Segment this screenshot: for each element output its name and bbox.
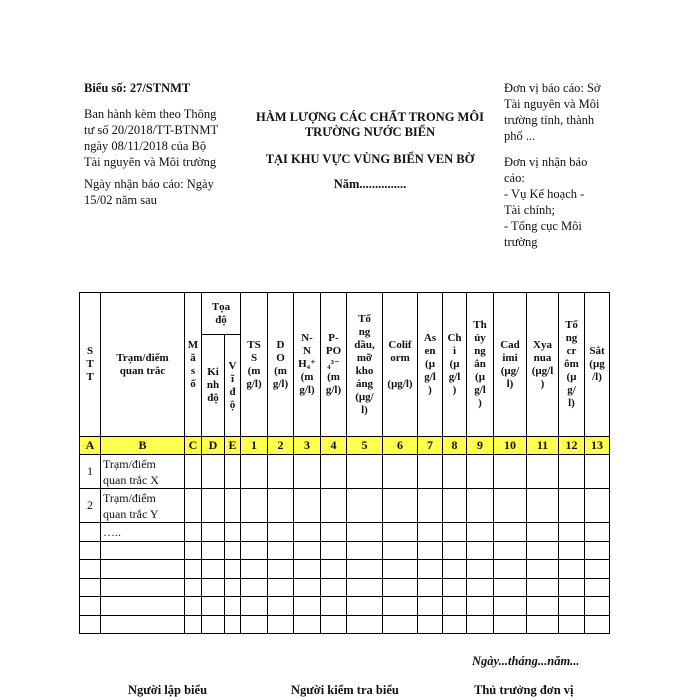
cell-line: D <box>276 338 285 351</box>
table-cell <box>559 615 585 634</box>
cell-line: Th <box>473 319 487 331</box>
cell-line: S <box>86 345 94 357</box>
issued-by: Ban hành kèm theo Thông tư số 20/2018/TT-BTNMT ngày 08/11/2018 của Bộ Tài nguyên và Môi trường <box>84 107 219 169</box>
cell-line: g/l) <box>299 384 315 396</box>
cell-line: ộ <box>229 398 236 411</box>
cell-line: l) <box>506 377 514 390</box>
header-oil <box>347 293 383 437</box>
table-row <box>80 523 610 542</box>
header-po4 <box>321 293 347 437</box>
table-cell <box>321 541 347 560</box>
header-stt <box>80 293 101 437</box>
table-cell <box>467 597 494 616</box>
table-cell <box>383 578 418 597</box>
code-cell: E <box>225 437 241 455</box>
table-cell <box>101 541 185 560</box>
cell-line: N- <box>301 332 313 344</box>
table-cell <box>383 615 418 634</box>
cell-line: As <box>423 332 437 344</box>
data-table <box>79 292 610 634</box>
table-cell <box>418 489 443 523</box>
code-cell: A <box>80 437 101 455</box>
table-cell <box>418 615 443 634</box>
table-body <box>80 455 610 634</box>
table-cell <box>443 489 467 523</box>
cell-line: (μ <box>425 358 435 370</box>
cell-line: (m <box>247 364 261 377</box>
table-cell <box>241 455 268 489</box>
units-info <box>504 80 624 250</box>
head-of-unit-label: Thủ trưởng đơn vị <box>474 683 574 697</box>
table-cell <box>494 615 527 634</box>
table-cell <box>585 615 610 634</box>
header-cadmium <box>494 293 527 437</box>
report-year: Năm............... <box>333 177 407 191</box>
table-cell <box>225 489 241 523</box>
table-cell <box>268 489 294 523</box>
table-row <box>80 455 610 489</box>
cell-line: M <box>187 338 199 351</box>
table-cell <box>268 578 294 597</box>
table-cell <box>494 541 527 560</box>
cell-line: g/l <box>474 384 486 396</box>
table-cell <box>527 560 559 579</box>
code-cell: 5 <box>347 437 383 455</box>
table-cell <box>225 560 241 579</box>
code-cell: 10 <box>494 437 527 455</box>
table-cell <box>467 578 494 597</box>
table-cell <box>202 615 225 634</box>
cell-line: (m <box>327 371 340 383</box>
form-info <box>84 80 264 214</box>
report-title <box>238 110 502 192</box>
cell-line: ố <box>190 377 196 390</box>
cell-line: ) <box>452 384 457 396</box>
table-cell <box>268 455 294 489</box>
header-arsenic <box>418 293 443 437</box>
row-station-name <box>101 489 185 523</box>
receiving-unit: Đơn vị nhận báo cáo: - Vụ Kế hoạch - Tài chính; - Tổng cục Môi trường <box>504 155 588 249</box>
table-row <box>80 560 610 579</box>
header-mercury <box>467 293 494 437</box>
cell-line: ) <box>540 377 545 390</box>
cell-line: mỡ <box>356 351 373 364</box>
table-cell <box>294 541 321 560</box>
table-cell <box>241 615 268 634</box>
table-cell <box>225 615 241 634</box>
cell-line: (μg/ <box>355 390 374 403</box>
cell-line: ân <box>474 358 486 370</box>
title-line-1: HÀM LƯỢNG CÁC CHẤT TRONG MÔI <box>256 110 484 124</box>
table-cell <box>585 541 610 560</box>
table-cell <box>202 597 225 616</box>
table-cell <box>268 560 294 579</box>
table-row <box>80 615 610 634</box>
table-cell <box>225 578 241 597</box>
code-cell: 11 <box>527 437 559 455</box>
cell-line: l) <box>568 397 575 409</box>
code-cell: 2 <box>268 437 294 455</box>
cell-line: V <box>228 359 237 372</box>
table-cell <box>241 523 268 542</box>
table-cell <box>101 597 185 616</box>
cell-line: Xya <box>533 338 552 351</box>
table-cell <box>347 597 383 616</box>
table-cell <box>559 541 585 560</box>
table-cell <box>321 489 347 523</box>
row-stt: 1 <box>80 455 101 489</box>
table-cell <box>443 560 467 579</box>
header-cyanide <box>527 293 559 437</box>
cell-line: Tọa <box>211 300 231 313</box>
code-cell: D <box>202 437 225 455</box>
table-cell <box>202 489 225 523</box>
header-tss <box>241 293 268 437</box>
table-cell <box>559 560 585 579</box>
cell-line: áng <box>355 377 374 390</box>
table-cell <box>527 578 559 597</box>
table-cell <box>101 560 185 579</box>
cell-line: ….. <box>103 524 121 539</box>
table-cell <box>268 615 294 634</box>
table-cell <box>585 560 610 579</box>
row-station-name <box>101 455 185 489</box>
cell-line: ng <box>358 325 371 338</box>
table-cell <box>294 455 321 489</box>
table-cell <box>101 615 185 634</box>
cell-line: nh <box>206 379 220 392</box>
table-row <box>80 489 610 523</box>
code-cell: 4 <box>321 437 347 455</box>
cell-line: g/l) <box>272 377 289 390</box>
table-cell <box>443 578 467 597</box>
table-cell <box>585 578 610 597</box>
cell-line: quan trắc Y <box>103 506 159 521</box>
table-cell <box>383 597 418 616</box>
cell-line: Tổ <box>565 319 578 331</box>
table-cell <box>225 455 241 489</box>
cell-line: Ki <box>207 366 219 379</box>
table-cell <box>559 578 585 597</box>
cell-line: l) <box>361 403 368 416</box>
table-cell <box>185 541 202 560</box>
table-cell <box>321 578 347 597</box>
table-cell <box>80 615 101 634</box>
table-cell <box>294 489 321 523</box>
cell-line: S <box>250 351 258 364</box>
cell-line: Trạm/điểm <box>103 456 156 471</box>
table-cell <box>268 597 294 616</box>
table-cell <box>585 489 610 523</box>
table-cell <box>347 523 383 542</box>
code-cell: C <box>185 437 202 455</box>
cell-line: dầu, <box>354 338 375 351</box>
header-code <box>185 293 202 437</box>
cell-line: P- <box>328 332 339 344</box>
code-cell: 13 <box>585 437 610 455</box>
cell-line: quan trắc X <box>103 472 159 487</box>
cell-line: (m <box>274 364 287 377</box>
header-latitude <box>225 335 241 437</box>
cell-line: g/ <box>567 384 576 396</box>
row-station-name <box>101 523 185 542</box>
table-cell <box>443 615 467 634</box>
table-cell <box>321 455 347 489</box>
table-cell <box>467 455 494 489</box>
table-cell <box>418 523 443 542</box>
cell-line: độ <box>207 392 219 405</box>
cell-line: ) <box>478 397 482 409</box>
cell-line: nua <box>533 351 552 364</box>
table-cell <box>321 615 347 634</box>
code-cell: 7 <box>418 437 443 455</box>
report-subtitle: TẠI KHU VỰC VÙNG BIỂN VEN BỜ <box>265 152 475 166</box>
header-lead <box>443 293 467 437</box>
table-cell <box>559 597 585 616</box>
cell-line: Ch <box>447 332 462 344</box>
cell-line: độ <box>215 313 227 326</box>
cell-line: ₄³⁻ <box>327 358 340 370</box>
cell-line: ã <box>190 351 196 364</box>
reporting-unit: Đơn vị báo cáo: Sở Tài nguyên và Môi trường tỉnh, thành phố ... <box>504 81 601 143</box>
table-cell <box>80 560 101 579</box>
row-stt <box>80 523 101 542</box>
table-cell <box>294 578 321 597</box>
table-cell <box>585 455 610 489</box>
cell-line: đ <box>229 385 236 398</box>
table-cell <box>383 489 418 523</box>
cell-line: ng <box>474 345 486 357</box>
table-cell <box>268 541 294 560</box>
table-cell <box>241 578 268 597</box>
code-cell: 3 <box>294 437 321 455</box>
table-cell <box>202 578 225 597</box>
cell-line: g/l) <box>246 377 262 390</box>
sign-date: Ngày...tháng...năm... <box>472 654 580 668</box>
table-cell <box>185 615 202 634</box>
table-cell <box>294 523 321 542</box>
table-cell <box>527 455 559 489</box>
table-cell <box>225 523 241 542</box>
cell-line: g/l) <box>325 384 342 396</box>
header-longitude <box>202 335 225 437</box>
table-cell <box>467 615 494 634</box>
table-cell <box>527 523 559 542</box>
table-cell <box>443 455 467 489</box>
cell-line: Cad <box>500 338 520 351</box>
table-cell <box>80 597 101 616</box>
table-cell <box>225 597 241 616</box>
table-cell <box>559 523 585 542</box>
title-line-2: TRƯỜNG NƯỚC BIỂN <box>304 125 436 139</box>
cell-line: N <box>303 345 311 357</box>
table-cell <box>225 541 241 560</box>
table-cell <box>418 455 443 489</box>
table-cell <box>347 455 383 489</box>
table-row <box>80 541 610 560</box>
table-cell <box>185 523 202 542</box>
table-cell <box>347 578 383 597</box>
code-cell: 1 <box>241 437 268 455</box>
table-cell <box>559 489 585 523</box>
cell-line: orm <box>390 351 410 364</box>
header-do <box>268 293 294 437</box>
table-cell <box>527 615 559 634</box>
header-station <box>101 293 185 437</box>
cell-line: s <box>190 364 196 377</box>
table-cell <box>202 523 225 542</box>
table-cell <box>494 523 527 542</box>
table-cell <box>527 597 559 616</box>
column-code-row <box>80 437 610 455</box>
cell-line: (μ <box>449 358 460 370</box>
cell-line: Trạm/điểm <box>103 490 156 505</box>
table-cell <box>294 560 321 579</box>
table-cell <box>185 560 202 579</box>
cell-line: Tổ <box>358 312 371 325</box>
table-cell <box>241 541 268 560</box>
table-cell <box>241 489 268 523</box>
table-cell <box>585 523 610 542</box>
table-cell <box>321 560 347 579</box>
table-cell <box>347 541 383 560</box>
cell-line: PO <box>325 345 342 357</box>
cell-line: kho <box>355 364 374 377</box>
cell-line: ủy <box>474 332 486 344</box>
table-cell <box>467 560 494 579</box>
checker-label: Người kiểm tra biểu <box>291 683 399 697</box>
cell-line: ôm <box>564 358 579 370</box>
table-cell <box>494 489 527 523</box>
table-cell <box>347 489 383 523</box>
cell-line: T <box>86 358 94 370</box>
cell-line: Sắt <box>589 345 605 357</box>
table-cell <box>294 615 321 634</box>
code-cell: 12 <box>559 437 585 455</box>
header-nh4 <box>294 293 321 437</box>
table-cell <box>494 455 527 489</box>
table-cell <box>321 597 347 616</box>
cell-line: Colif <box>388 338 412 351</box>
table-cell <box>383 560 418 579</box>
cell-line: imi <box>502 351 518 364</box>
table-cell <box>443 541 467 560</box>
table-row <box>80 597 610 616</box>
table-cell <box>241 560 268 579</box>
cell-line: cr <box>566 345 577 357</box>
table-cell <box>185 455 202 489</box>
cell-line: H₄⁺ <box>298 358 316 370</box>
header-coliform <box>383 293 418 437</box>
cell-line: ĩ <box>230 372 235 385</box>
table-cell <box>80 578 101 597</box>
cell-line: (μ <box>566 371 577 383</box>
cell-line: TS <box>247 338 261 351</box>
header-iron <box>585 293 610 437</box>
table-cell <box>321 523 347 542</box>
table-cell <box>467 523 494 542</box>
code-cell: 9 <box>467 437 494 455</box>
row-stt: 2 <box>80 489 101 523</box>
table-cell <box>383 541 418 560</box>
cell-line: g/l <box>448 371 461 383</box>
table-cell <box>418 597 443 616</box>
table-cell <box>527 541 559 560</box>
table-cell <box>241 597 268 616</box>
table-cell <box>268 523 294 542</box>
cell-line: quan trắc <box>119 364 166 377</box>
code-cell: 8 <box>443 437 467 455</box>
form-number: Biểu số: 27/STNMT <box>84 81 191 95</box>
cell-line: Trạm/điểm <box>116 351 169 364</box>
cell-line: (μg <box>589 358 605 370</box>
cell-line: ) <box>428 384 432 396</box>
table-cell <box>294 597 321 616</box>
table-cell <box>467 541 494 560</box>
cell-line: (μ <box>475 371 485 383</box>
table-cell <box>443 597 467 616</box>
table-cell <box>101 578 185 597</box>
received-date: Ngày nhận báo cáo: Ngày 15/02 năm sau <box>84 177 214 207</box>
table-cell <box>418 578 443 597</box>
cell-line: (m <box>300 371 314 383</box>
cell-line: /l) <box>592 371 602 383</box>
cell-line: ì <box>452 345 457 357</box>
cell-line <box>383 365 417 378</box>
code-cell: 6 <box>383 437 418 455</box>
table-cell <box>494 597 527 616</box>
table-cell <box>347 560 383 579</box>
table-cell <box>202 541 225 560</box>
table-cell <box>585 597 610 616</box>
table-cell <box>185 489 202 523</box>
cell-line: O <box>276 351 285 364</box>
table-cell <box>383 523 418 542</box>
table-cell <box>418 541 443 560</box>
table-cell <box>202 560 225 579</box>
table-cell <box>494 578 527 597</box>
code-cell: B <box>101 437 185 455</box>
cell-line: en <box>424 345 436 357</box>
table-cell <box>527 489 559 523</box>
header-chromium <box>559 293 585 437</box>
table-cell <box>467 489 494 523</box>
table-cell <box>494 560 527 579</box>
table-cell <box>418 560 443 579</box>
header-coordinates <box>202 293 241 335</box>
table-cell <box>559 455 585 489</box>
table-cell <box>443 523 467 542</box>
table-cell <box>347 615 383 634</box>
cell-line: (μg/ <box>500 364 520 377</box>
cell-line: T <box>86 371 94 383</box>
preparer-label: Người lập biểu <box>128 683 208 697</box>
table-cell <box>185 597 202 616</box>
cell-line: (μg/l <box>531 364 554 377</box>
table-row <box>80 578 610 597</box>
cell-line: ng <box>565 332 578 344</box>
table-cell <box>185 578 202 597</box>
cell-line: g/l <box>424 371 436 383</box>
table-cell <box>80 541 101 560</box>
table-cell <box>383 455 418 489</box>
table-cell <box>202 455 225 489</box>
cell-line: (μg/l) <box>387 377 413 390</box>
